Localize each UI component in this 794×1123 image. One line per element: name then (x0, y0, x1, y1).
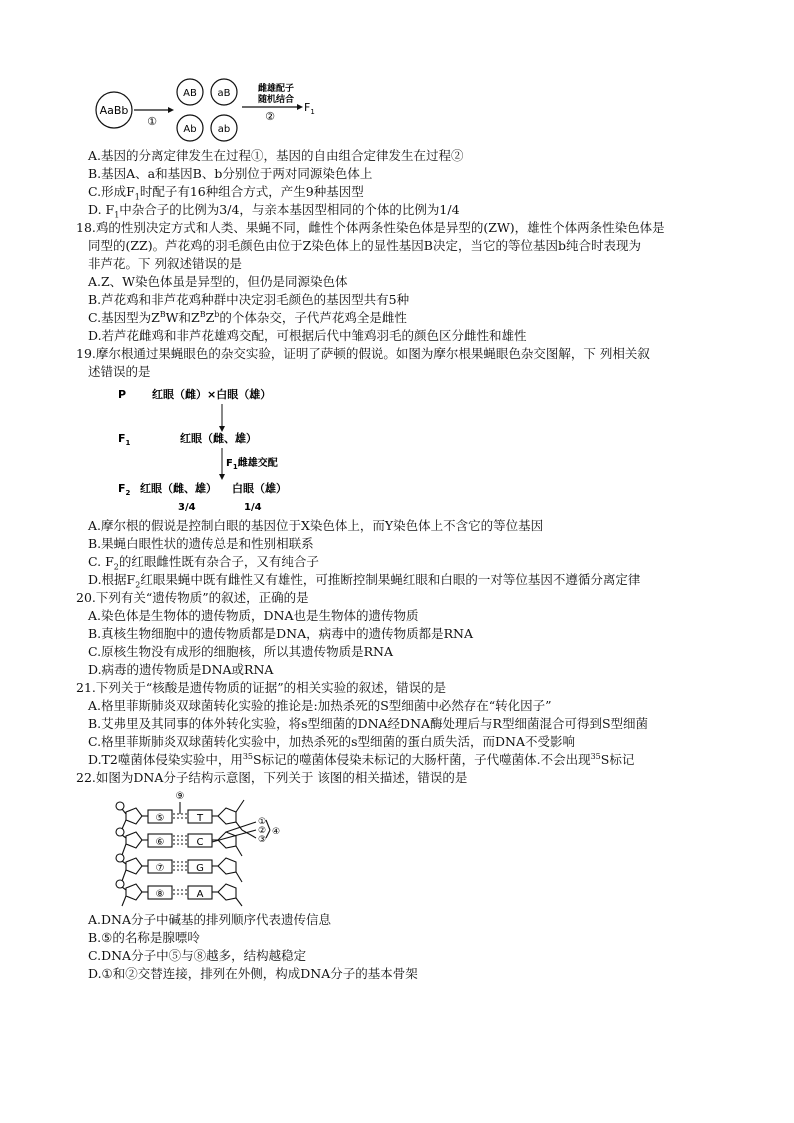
q20-option-c: C.原核生物没有成形的细胞核，所以其遗传物质是RNA (88, 644, 393, 659)
ratio-red: 3/4 (178, 502, 196, 513)
f1-phenotype: 红眼（雌、雄） (180, 432, 257, 445)
f2-white-eye: 白眼（雄） (232, 482, 287, 495)
q20-option-d: D.病毒的遗传物质是DNA或RNA (88, 662, 274, 677)
cross-diagram (110, 384, 410, 516)
generation-f2: $F_2$ (118, 482, 131, 497)
q19-option-c: C. $F_2$的红眼雌性既有杂合子，又有纯合子 (88, 554, 319, 572)
f2-red-eye: 红眼（雌、雄） (140, 482, 217, 495)
base-t: T (196, 813, 204, 824)
generation-f1: $F_1$ (118, 432, 131, 447)
q21-option-c: C.格里菲斯肺炎双球菌转化实验中，加热杀死的s型细菌的蛋白质失活，而DNA不受影响 (88, 734, 575, 749)
gamete-2: aB (217, 88, 231, 99)
gamete-4: ab (217, 124, 231, 135)
label-2: ② (258, 826, 267, 836)
ratio-white: 1/4 (244, 502, 262, 513)
label-3: ③ (258, 835, 267, 845)
p-cross-text: 红眼（雌）×白眼（雄） (152, 388, 272, 401)
q18-option-a: A.Z、W染色体虽是异型的，但仍是同源染色体 (88, 274, 348, 289)
q17-option-c: C.形成$F_1$时配子有16种组合方式，产生9种基因型 (88, 184, 364, 202)
generation-p: P (118, 388, 127, 401)
gamete-diagram (92, 78, 352, 144)
q22-option-c: C.DNA分子中⑤与⑧越多，结构越稳定 (88, 948, 307, 963)
q19-option-b: B.果蝇白眼性状的遗传总是和性别相联系 (88, 536, 314, 551)
q21-option-a: A.格里菲斯肺炎双球菌转化实验的推论是:加热杀死的S型细菌中必然存在“转化因子” (88, 698, 552, 713)
base-label-8: ⑧ (155, 889, 165, 900)
q18-stem-line3: 非芦花。下 列叙述错误的是 (88, 256, 242, 271)
q18-option-b: B.芦花鸡和非芦花鸡种群中决定羽毛颜色的基因型共有5种 (88, 292, 410, 307)
base-label-6: ⑥ (155, 837, 165, 848)
q21-stem: 21.下列关于“核酸是遗传物质的证据”的相关实验的叙述，错误的是 (76, 680, 447, 695)
q19-stem-line2: 述错误的是 (88, 364, 151, 379)
step-2-label: ② (265, 110, 275, 123)
q22-option-d: D.①和②交替连接，排列在外侧，构成DNA分子的基本骨架 (88, 966, 418, 981)
fusion-note-line1: 雌雄配子 (257, 84, 295, 94)
q19-option-a: A.摩尔根的假说是控制白眼的基因位于X染色体上，而Y染色体上不含它的等位基因 (88, 518, 544, 533)
q19-option-d: D.根据$F_2$红眼果蝇中既有雌性又有雄性，可推断控制果蝇红眼和白眼的一对等位基因不遵循分离定律 (88, 572, 641, 590)
gamete-3: Ab (183, 124, 197, 135)
q21-option-d: D.T2噬菌体侵染实验中，用$^{35}$S标记的噬菌体侵染未标记的大肠杆菌，子代噬菌体.不会出现$^{35}$S标记 (88, 751, 635, 767)
gamete-1: AB (183, 88, 197, 99)
fusion-note-line2: 随机结合 (257, 95, 295, 105)
q20-option-a: A.染色体是生物体的遗传物质，DNA也是生物体的遗传物质 (88, 608, 419, 623)
dna-structure-diagram (108, 786, 298, 910)
q20-option-b: B.真核生物细胞中的遗传物质都是DNA，病毒中的遗传物质都是RNA (88, 626, 474, 641)
q18-stem-line1: 18.鸡的性别决定方式和人类、果蝇不同，雌性个体两条性染色体是异型的(ZW)，雄性个体两条性染色体是 (76, 220, 665, 235)
label-1: ① (258, 817, 267, 827)
q17-option-b: B.基因A、a和基因B、b分别位于两对同源染色体上 (88, 166, 373, 181)
base-c: C (196, 837, 204, 848)
f1-mating-label: $F_1$雌雄交配 (226, 458, 278, 471)
base-g: G (196, 863, 204, 874)
base-label-7: ⑦ (155, 863, 165, 874)
f1-label: $F_1$ (304, 101, 315, 116)
q18-option-d: D.若芦花雌鸡和非芦花雄鸡交配，可根据后代中雏鸡羽毛的颜色区分雌性和雄性 (88, 328, 527, 343)
q17-option-a: A.基因的分离定律发生在过程①，基因的自由组合定律发生在过程② (88, 148, 464, 163)
q17-option-d: D. $F_1$中杂合子的比例为3/4，与亲本基因型相同的个体的比例为1/4 (88, 202, 460, 220)
label-9: ⑨ (175, 791, 185, 802)
label-4: ④ (272, 827, 281, 837)
base-label-5: ⑤ (155, 813, 165, 824)
q22-option-b: B.⑤的名称是腺嘌呤 (88, 930, 200, 945)
parent-genotype: AaBb (99, 104, 129, 117)
q21-option-b: B.艾弗里及其同事的体外转化实验，将s型细菌的DNA经DNA酶处理后与R型细菌混合可得到S型细菌 (88, 716, 649, 731)
q22-option-a: A.DNA分子中碱基的排列顺序代表遗传信息 (88, 912, 331, 927)
q22-stem: 22.如图为DNA分子结构示意图，下列关于 该图的相关描述，错误的是 (76, 770, 468, 785)
step-1-label: ① (147, 115, 157, 128)
q18-option-c: C.基因型为$Z^BW$和$Z^BZ^b$的个体杂交，子代芦花鸡全是雌性 (88, 309, 407, 325)
q19-stem-line1: 19.摩尔根通过果蝇眼色的杂交实验，证明了萨顿的假说。如图为摩尔根果蝇眼色杂交图解，下 列相关叙 (76, 346, 650, 361)
base-a: A (196, 889, 204, 900)
q18-stem-line2: 同型的(ZZ)。芦花鸡的羽毛颜色由位于Z染色体上的显性基因B决定，当它的等位基因b纯合时表现为 (88, 238, 641, 253)
q20-stem: 20.下列有关“遗传物质”的叙述，正确的是 (76, 590, 309, 605)
